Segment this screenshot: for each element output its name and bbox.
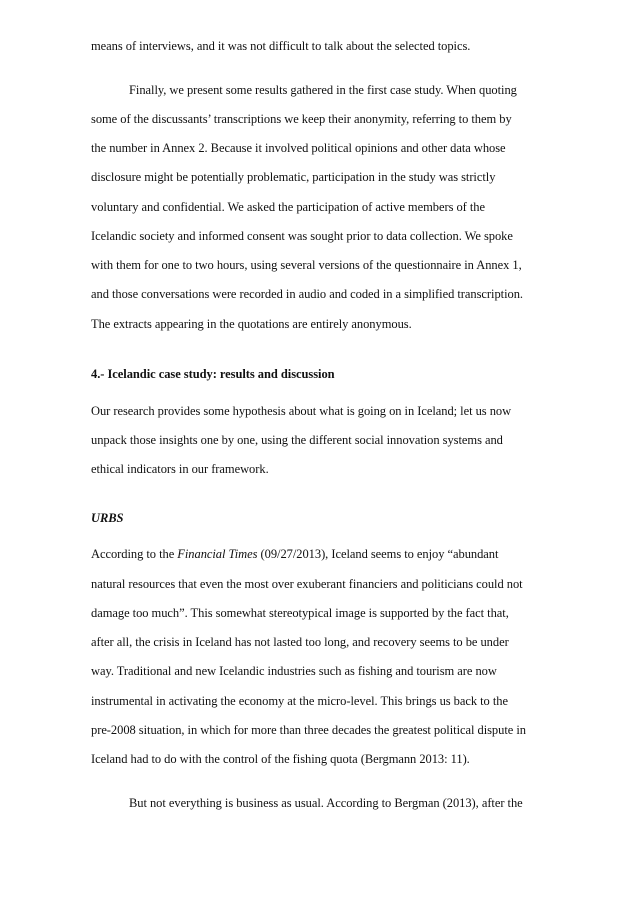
- paragraph-line: way. Traditional and new Icelandic industries such as fishing and tourism are now: [91, 664, 497, 678]
- paragraph-line: after all, the crisis in Iceland has not lasted too long, and recovery seems to be under: [91, 635, 509, 649]
- paragraph-line: Finally, we present some results gathered in the first case study. When quoting: [129, 83, 517, 97]
- paragraph-line: some of the discussants’ transcriptions we keep their anonymity, referring to them by: [91, 112, 512, 126]
- text-run: According to the: [91, 547, 178, 561]
- section-heading: 4.- Icelandic case study: results and discussion: [91, 367, 335, 381]
- paragraph-line: Iceland had to do with the control of the fishing quota (Bergmann 2013: 11).: [91, 752, 470, 766]
- paragraph-line: But not everything is business as usual. According to Bergman (2013), after the: [129, 796, 523, 810]
- paragraph-line: means of interviews, and it was not difficult to talk about the selected topics.: [91, 39, 471, 53]
- paragraph-line: with them for one to two hours, using several versions of the questionnaire in Annex 1,: [91, 258, 522, 272]
- paragraph-line: [91, 546, 498, 562]
- paragraph-line: unpack those insights one by one, using the different social innovation systems and: [91, 433, 503, 447]
- paragraph-line: instrumental in activating the economy at the micro-level. This brings us back to the: [91, 694, 508, 708]
- paragraph-line: pre-2008 situation, in which for more than three decades the greatest political dispute in: [91, 723, 526, 737]
- paragraph-line: ethical indicators in our framework.: [91, 462, 269, 476]
- paragraph-line: Icelandic society and informed consent was sought prior to data collection. We spoke: [91, 229, 513, 243]
- paragraph-line: voluntary and confidential. We asked the participation of active members of the: [91, 200, 485, 214]
- paragraph-line: the number in Annex 2. Because it involved political opinions and other data whose: [91, 141, 506, 155]
- paragraph-line: and those conversations were recorded in audio and coded in a simplified transcription.: [91, 287, 523, 301]
- publication-title: Financial Times: [177, 547, 258, 561]
- paragraph-line: The extracts appearing in the quotations are entirely anonymous.: [91, 317, 412, 331]
- paragraph-line: disclosure might be potentially problematic, participation in the study was strictly: [91, 170, 496, 184]
- subsection-heading: URBS: [91, 511, 124, 525]
- paragraph-line: natural resources that even the most over exuberant financiers and politicians could not: [91, 577, 523, 591]
- paragraph-line: damage too much”. This somewhat stereotypical image is supported by the fact that,: [91, 606, 509, 620]
- text-run: (09/27/2013), Iceland seems to enjoy “abundant: [257, 547, 499, 561]
- paragraph-line: Our research provides some hypothesis about what is going on in Iceland; let us now: [91, 404, 512, 418]
